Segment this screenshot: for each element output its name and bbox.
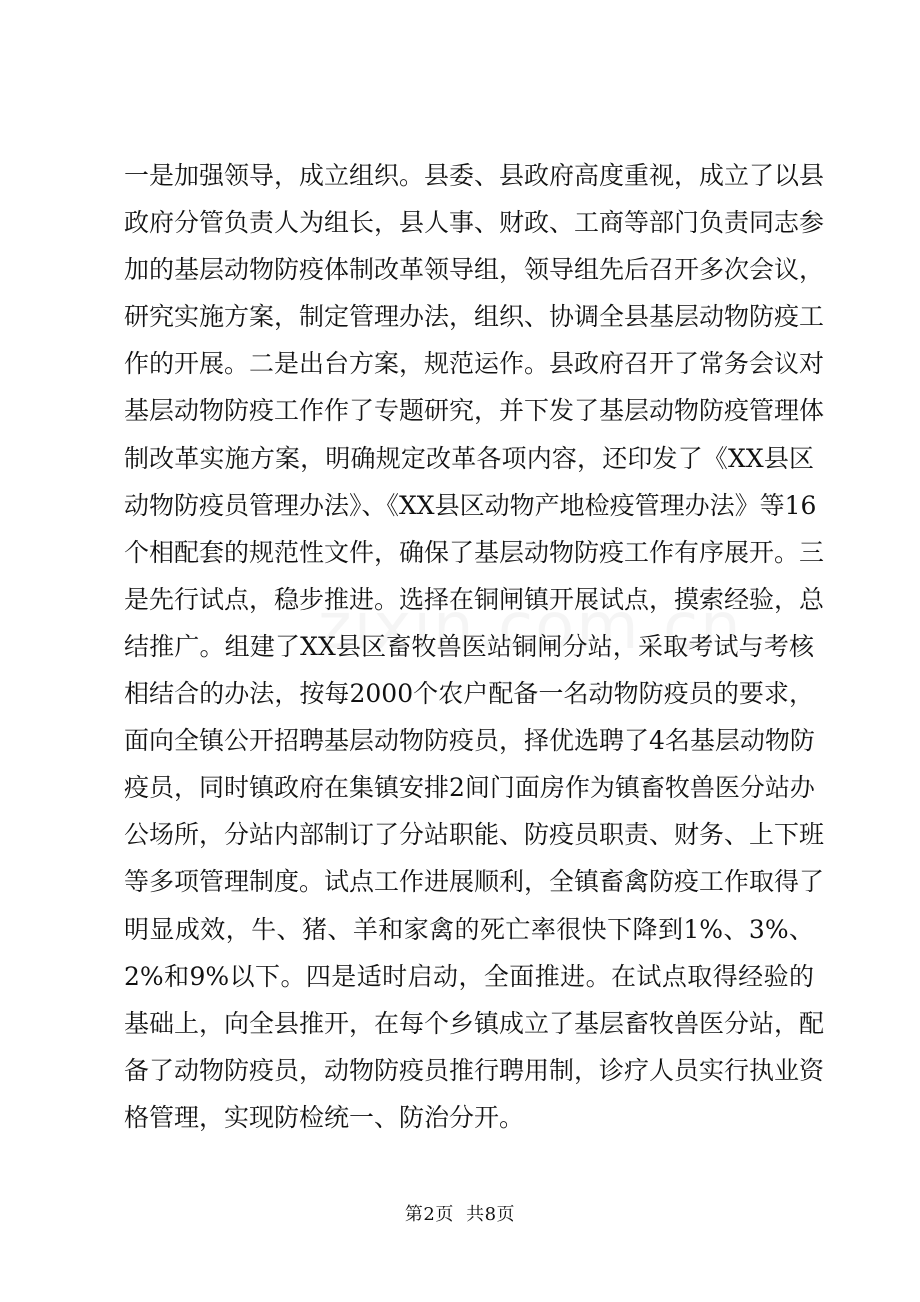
paragraph-line: 政府分管负责人为组长，县人事、财政、工商等部门负责同志参 — [124, 208, 825, 238]
paragraph-line: 等多项管理制度。试点工作进展顺利，全镇畜禽防疫工作取得了 — [124, 867, 825, 897]
paragraph-line: 结推广。组建了XX县区畜牧兽医站铜闸分站，采取考试与考核 — [124, 631, 814, 661]
page-number: 第2页 — [404, 1204, 454, 1225]
paragraph-line: 明显成效，牛、猪、羊和家禽的死亡率很快下降到1%、3%、 — [124, 914, 814, 944]
paragraph-line: 作的开展。二是出台方案，规范运作。县政府召开了常务会议对 — [124, 349, 825, 379]
paragraph-line: 加的基层动物防疫体制改革领导组，领导组先后召开多次会议， — [124, 255, 825, 285]
paragraph-line: 基础上，向全县推开，在每个乡镇成立了基层畜牧兽医分站，配 — [124, 1008, 825, 1038]
page-footer — [0, 1200, 920, 1226]
page-total: 共8页 — [466, 1204, 516, 1225]
paragraph-line: 面向全镇公开招聘基层动物防疫员，择优选聘了4名基层动物防 — [124, 726, 815, 756]
paragraph-line: 动物防疫员管理办法》、《XX县区动物产地检疫管理办法》等16 — [124, 490, 817, 520]
paragraph-line: 2%和9%以下。四是适时启动，全面推进。在试点取得经验的 — [124, 961, 814, 991]
paragraph-line: 格管理，实现防检统一、防治分开。 — [124, 1102, 525, 1132]
paragraph-line: 个相配套的规范性文件，确保了基层动物防疫工作有序展开。三 — [124, 537, 825, 567]
paragraph-line: 疫员，同时镇政府在集镇安排2间门面房作为镇畜牧兽医分站办 — [124, 773, 815, 803]
paragraph-line: 是先行试点，稳步推进。选择在铜闸镇开展试点，摸索经验，总 — [124, 584, 825, 614]
paragraph-line: 制改革实施方案，明确规定改革各项内容，还印发了《XX县区 — [124, 443, 814, 473]
paragraph-line: 相结合的办法，按每2000个农户配备一名动物防疫员的要求， — [124, 679, 814, 709]
paragraph-line: 研究实施方案，制定管理办法，组织、协调全县基层动物防疫工 — [124, 302, 825, 332]
paragraph-line: 公场所，分站内部制订了分站职能、防疫员职责、财务、上下班 — [124, 820, 825, 850]
paragraph-line: 一是加强领导，成立组织。县委、县政府高度重视，成立了以县 — [124, 161, 825, 190]
paragraph-line: 基层动物防疫工作作了专题研究，并下发了基层动物防疫管理体 — [124, 396, 825, 426]
paragraph-line: 备了动物防疫员，动物防疫员推行聘用制，诊疗人员实行执业资 — [124, 1055, 825, 1085]
body-paragraph — [124, 152, 825, 1141]
